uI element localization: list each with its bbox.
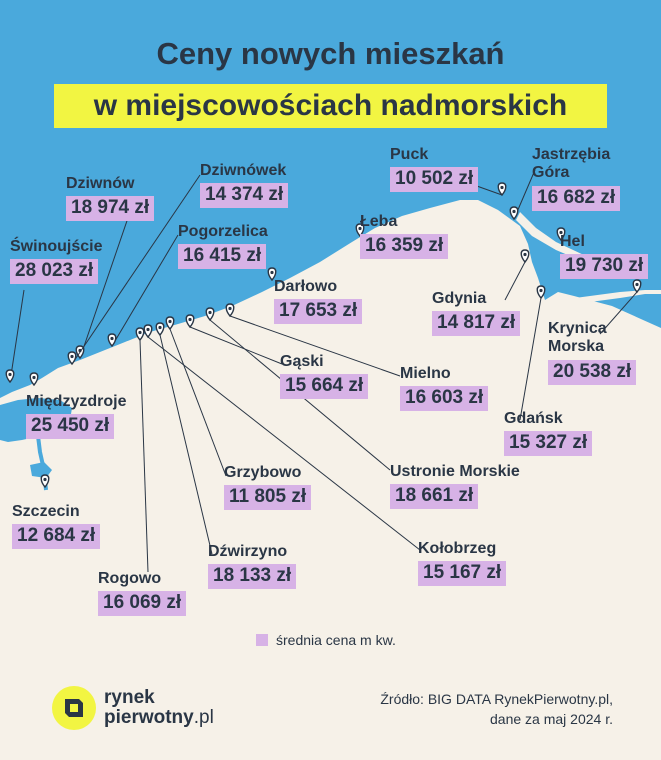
city-label-krynica-morska [548, 320, 636, 385]
city-label-miedzyzdroje [26, 393, 126, 439]
leader-line-grzybowo [170, 329, 226, 476]
city-name: Gąski [280, 353, 324, 370]
city-price: 25 450 zł [26, 414, 114, 439]
map-pin-dot [168, 320, 171, 323]
city-label-hel [560, 233, 648, 279]
city-price: 16 069 zł [98, 591, 186, 616]
city-price: 14 374 zł [200, 183, 288, 208]
map-pin-dot [500, 186, 503, 189]
city-label-leba [360, 213, 448, 259]
city-name: Dźwirzyno [208, 543, 288, 560]
city-price: 10 502 zł [390, 167, 478, 192]
city-price: 16 682 zł [532, 186, 620, 211]
city-price: 18 133 zł [208, 564, 296, 589]
leader-line-swinoujscie [10, 290, 24, 382]
map-pin-dot [270, 271, 273, 274]
logo [52, 686, 214, 730]
city-label-szczecin [12, 503, 100, 549]
city-name: Świnoujście [10, 238, 103, 255]
map-pin-dot [158, 326, 161, 329]
leader-line-dziwnow [80, 212, 130, 358]
map-pin-dot [512, 210, 515, 213]
legend [256, 632, 396, 648]
city-name: Jastrzębia Góra [532, 146, 611, 182]
leader-line-rogowo [140, 340, 148, 572]
map-pin-dot [146, 328, 149, 331]
city-name: Hel [560, 233, 585, 250]
map-pin-dot [539, 289, 542, 292]
leader-line-gaski [190, 327, 282, 364]
city-name: Darłowo [274, 278, 338, 295]
city-price: 12 684 zł [12, 524, 100, 549]
city-label-rogowo [98, 570, 186, 616]
city-name: Szczecin [12, 503, 80, 520]
map-pin-dot [43, 478, 46, 481]
city-label-dzwirzyno [208, 543, 296, 589]
map-pin-dot [138, 331, 141, 334]
map-pin-dot [32, 376, 35, 379]
city-name: Grzybowo [224, 464, 302, 481]
city-name: Krynica Morska [548, 320, 607, 356]
source-note [380, 690, 613, 729]
city-label-gdansk [504, 410, 592, 456]
logo-domain: .pl [193, 707, 214, 728]
title-line-2: w miejscowościach nadmorskich [54, 84, 607, 128]
map-pin-dot [110, 337, 113, 340]
city-price: 15 327 zł [504, 431, 592, 456]
city-price: 16 359 zł [360, 234, 448, 259]
city-label-pogorzelica [178, 223, 268, 269]
city-label-gdynia [432, 290, 520, 336]
city-price: 15 167 zł [418, 561, 506, 586]
city-price: 15 664 zł [280, 374, 368, 399]
logo-icon [52, 686, 96, 730]
map-pin-dot [70, 355, 73, 358]
city-name: Dziwnów [66, 175, 135, 192]
city-label-darlowo [274, 278, 362, 324]
city-price: 16 415 zł [178, 244, 266, 269]
city-name: Rogowo [98, 570, 162, 587]
logo-line-1: rynek [104, 687, 155, 709]
city-name: Gdańsk [504, 410, 563, 427]
map-pin-dot [8, 373, 11, 376]
map-pin-dot [208, 311, 211, 314]
city-name: Pogorzelica [178, 223, 268, 240]
city-label-gaski [280, 353, 368, 399]
city-price: 17 653 zł [274, 299, 362, 324]
source-line-1: Źródło: BIG DATA RynekPierwotny.pl, [380, 691, 613, 707]
city-label-dziwnowek [200, 162, 288, 208]
city-name: Gdynia [432, 290, 487, 307]
map-pin-dot [523, 253, 526, 256]
city-price: 18 974 zł [66, 196, 154, 221]
map-pin-dot [188, 318, 191, 321]
city-label-kolobrzeg [418, 540, 506, 586]
city-label-ustronie-morskie [390, 463, 520, 509]
map-pin-dot [635, 283, 638, 286]
city-price: 11 805 zł [224, 485, 311, 510]
logo-line-2: pierwotny [104, 707, 194, 728]
leader-line-gdansk [520, 298, 541, 420]
city-price: 20 538 zł [548, 360, 636, 385]
legend-label: średnia cena m kw. [276, 632, 396, 648]
map-pin-dot [228, 307, 231, 310]
city-label-grzybowo [224, 464, 311, 510]
city-name: Kołobrzeg [418, 540, 497, 557]
city-price: 14 817 zł [432, 311, 520, 336]
city-label-mielno [400, 365, 488, 411]
leader-line-dzwirzyno [160, 335, 212, 554]
legend-swatch [256, 634, 268, 646]
city-name: Dziwnówek [200, 162, 287, 179]
city-name: Międzyzdroje [26, 393, 127, 410]
city-name: Puck [390, 146, 429, 163]
city-label-jastrzebia-gora [532, 146, 622, 211]
city-label-dziwnow [66, 175, 154, 221]
city-price: 18 661 zł [390, 484, 478, 509]
city-price: 19 730 zł [560, 254, 648, 279]
city-price: 28 023 zł [10, 259, 98, 284]
city-price: 16 603 zł [400, 386, 488, 411]
title-line-1: Ceny nowych mieszkań [156, 36, 505, 71]
city-name: Łeba [360, 213, 398, 230]
city-label-puck [390, 146, 478, 192]
city-name: Mielno [400, 365, 451, 382]
city-name: Ustronie Morskie [390, 463, 520, 480]
source-line-2: dane za maj 2024 r. [490, 710, 613, 727]
city-label-swinoujscie [10, 238, 102, 284]
